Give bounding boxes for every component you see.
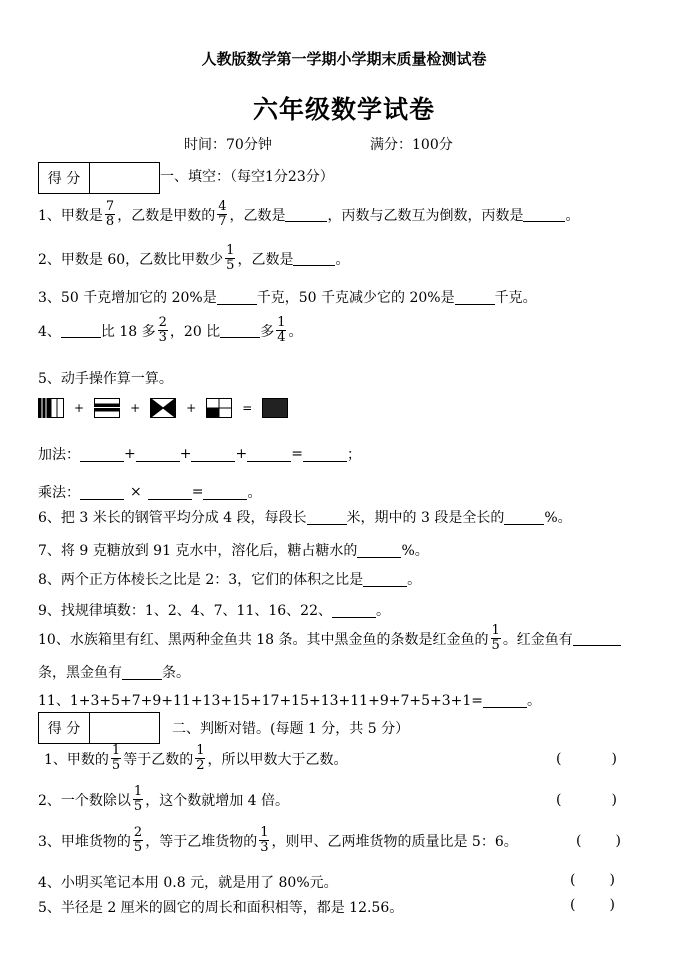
denominator: 8 [105,214,115,229]
fraction-1-4 [276,316,286,345]
answer-blank[interactable] [523,207,565,222]
q10-text: 。红金鱼有 [502,631,573,648]
q11-text: 。 [527,693,542,709]
fraction-4-7 [217,200,227,229]
question-7 [38,540,429,560]
plus-sign: + [124,446,136,462]
numerator: 2 [133,825,143,840]
q4-text: 。 [288,323,303,340]
numerator: 1 [226,243,235,258]
q8-text: 8、两个正方体棱长之比是 2：3，它们的体积之比是 [38,572,364,588]
q2-text: ，乙数是 [237,251,294,268]
numerator: 7 [105,199,115,214]
answer-blank[interactable] [217,290,257,305]
judge-5 [38,897,403,917]
answer-paren-1[interactable] [556,751,617,767]
answer-blank[interactable] [357,543,401,558]
denominator: 3 [158,330,167,345]
denominator: 5 [491,638,500,653]
q6-text: %。 [544,510,572,526]
numerator: 1 [196,743,205,758]
answer-blank[interactable] [122,665,162,680]
j1-text: ，所以甲数大于乙数。 [207,751,348,768]
diagram-horizontal-strips [94,398,120,418]
q3-text: 3、50 千克增加它的 20%是 [38,290,217,306]
answer-blank[interactable] [303,447,347,462]
score-field[interactable] [90,713,159,743]
question-8 [38,569,421,589]
paren-close: ) [609,872,615,888]
semicolon: ； [346,447,361,463]
answer-paren-3[interactable] [576,833,621,849]
q1-text: 。 [565,207,580,224]
paren-open: ( [576,833,582,849]
denominator: 5 [133,799,143,814]
fraction-diagrams [38,398,288,418]
answer-blank[interactable] [285,207,327,222]
question-2 [38,244,349,273]
answer-blank[interactable] [148,485,192,500]
equals-sign: = [191,484,204,500]
q10-text: 条，黑金鱼有 [38,665,122,681]
exam-subtitle: 人教版数学第一学期小学期末质量检测试卷 [201,50,487,68]
q7-text: 7、将 9 克糖放到 91 克水中，溶化后，糖占糖水的 [38,543,358,559]
section2-heading: 二、判断对错。(每题 1 分，共 5 分） [172,721,410,737]
numerator: 1 [277,315,286,330]
times-sign: × [130,484,142,500]
answer-blank[interactable] [61,323,101,338]
q1-text: ，丙数与乙数互为倒数，丙数是 [327,207,524,224]
q9-text: 。 [375,603,390,619]
denominator: 5 [133,840,143,855]
multiplication-label: 乘法： [38,485,80,501]
answer-paren-4[interactable] [570,872,615,888]
question-1 [38,200,579,229]
numerator: 1 [491,623,500,638]
answer-blank[interactable] [220,323,260,338]
answer-blank[interactable] [80,485,124,500]
paren-close: ) [611,751,617,767]
q1-text: 1、甲数是 [38,207,103,224]
fraction-7-8 [105,200,115,229]
answer-blank[interactable] [191,447,235,462]
q4-text: 4、 [38,323,61,340]
question-11 [38,690,541,710]
answer-paren-2[interactable] [556,792,617,808]
plus-sign: + [74,401,85,415]
equals-sign: = [291,446,303,462]
j4-text: 4、小明买笔记本用 0.8 元，就是用了 80%元。 [38,875,338,891]
q5-text: 5、动手操作算一算。 [38,371,173,387]
score-field[interactable] [90,163,159,193]
q2-text: 。 [335,251,350,268]
judge-2 [38,785,289,814]
plus-sign: + [179,446,192,462]
q9-text: 9、找规律填数：1、2、4、7、11、16、22、 [38,603,332,619]
paren-open: ( [556,792,562,808]
q3-text: 千克。 [494,290,537,306]
fraction-2-5 [133,826,143,855]
answer-blank[interactable] [247,447,291,462]
denominator: 5 [226,258,235,273]
denominator: 3 [260,840,269,855]
addition-line [38,444,361,464]
answer-blank[interactable] [363,572,407,587]
numerator: 1 [111,743,121,758]
answer-paren-5[interactable] [570,897,615,913]
exam-time: 时间：70分钟 [184,137,272,153]
paren-open: ( [570,872,576,888]
q8-text: 。 [407,572,422,588]
answer-blank[interactable] [483,693,527,708]
j3-text: ，则甲、乙两堆货物的质量比是 5：6。 [271,833,518,850]
diagram-vertical-strips [38,398,64,418]
answer-blank[interactable] [203,485,247,500]
q10-text: 10、水族箱里有红、黑两种金鱼共 18 条。其中黑金鱼的条数是红金鱼的 [38,631,489,648]
diagram-diagonal-triangles [150,398,176,418]
multiplication-line [38,482,261,502]
fraction-2-3 [158,316,168,345]
q4-text: ，20 比 [169,323,221,340]
denominator: 4 [277,330,286,345]
question-3 [38,287,537,307]
paren-open: ( [556,751,562,767]
q1-text: ，乙数是甲数的 [117,207,216,224]
answer-blank[interactable] [293,251,335,266]
j3-text: ，等于乙堆货物的 [145,833,258,850]
question-10 [38,624,621,653]
q4-text: 多 [260,323,275,340]
question-5 [38,368,173,388]
fraction-1-2 [195,744,205,773]
judge-1 [44,744,347,773]
q11-text: 11、1+3+5+7+9+11+13+15+17+15+13+11+9+7+5+3+1= [38,693,484,709]
numerator: 1 [133,784,143,799]
answer-blank[interactable] [136,447,180,462]
j2-text: 2、一个数除以 [38,792,131,809]
score-box-section1 [38,162,160,194]
judge-3 [38,826,518,855]
score-label: 得 分 [39,163,90,193]
q10-text: 条。 [162,665,190,681]
diagram-quadrants [206,398,232,418]
paren-open: ( [570,897,576,913]
score-box-section2 [38,712,160,744]
fraction-1-5 [111,744,121,773]
j1-text: 1、甲数的 [44,751,109,768]
question-9 [38,600,390,620]
numerator: 4 [218,199,227,214]
q6-text: 米，期中的 3 段是全长的 [346,510,505,526]
fraction-1-5 [133,785,143,814]
fraction-1-5 [491,624,501,653]
q3-text: 千克，50 千克减少它的 20%是 [256,290,455,306]
answer-blank[interactable] [573,631,621,646]
question-4 [38,316,302,345]
q1-text: ，乙数是 [229,207,286,224]
judge-4 [38,872,338,892]
answer-blank[interactable] [504,510,544,525]
paren-close: ) [611,792,617,808]
equals-sign: = [242,401,253,415]
answer-blank[interactable] [332,603,376,618]
answer-blank[interactable] [80,447,124,462]
q4-text: 比 18 多 [100,323,156,340]
paren-close: ) [609,897,615,913]
q6-text: 6、把 3 米长的钢管平均分成 4 段，每段长 [38,510,307,526]
denominator: 7 [218,214,227,229]
score-label: 得 分 [39,713,90,743]
paren-close: ) [615,833,621,849]
fraction-1-3 [259,826,269,855]
plus-sign: + [130,401,141,415]
j5-text: 5、半径是 2 厘米的圆它的周长和面积相等，都是 12.56。 [38,900,404,916]
j1-text: 等于乙数的 [123,751,194,768]
question-10-cont [38,662,190,682]
answer-blank[interactable] [455,290,495,305]
exam-title: 六年级数学试卷 [252,95,435,124]
j3-text: 3、甲堆货物的 [38,833,131,850]
q7-text: %。 [401,543,429,559]
j2-text: ，这个数就增加 4 倍。 [145,792,290,809]
denominator: 2 [196,758,205,773]
answer-blank[interactable] [307,510,347,525]
exam-total-score: 满分：100分 [370,137,453,153]
plus-sign: + [186,401,197,415]
numerator: 1 [260,825,269,840]
diagram-full-shaded [262,398,288,418]
addition-label: 加法： [38,447,80,463]
plus-sign: + [235,446,248,462]
q2-text: 2、甲数是 60，乙数比甲数少 [38,251,224,268]
section1-heading: 一、填空：（每空1分23分） [160,169,334,185]
numerator: 2 [158,315,167,330]
fraction-1-5 [225,244,235,273]
period: 。 [247,485,262,501]
question-6 [38,507,572,527]
denominator: 5 [111,758,121,773]
